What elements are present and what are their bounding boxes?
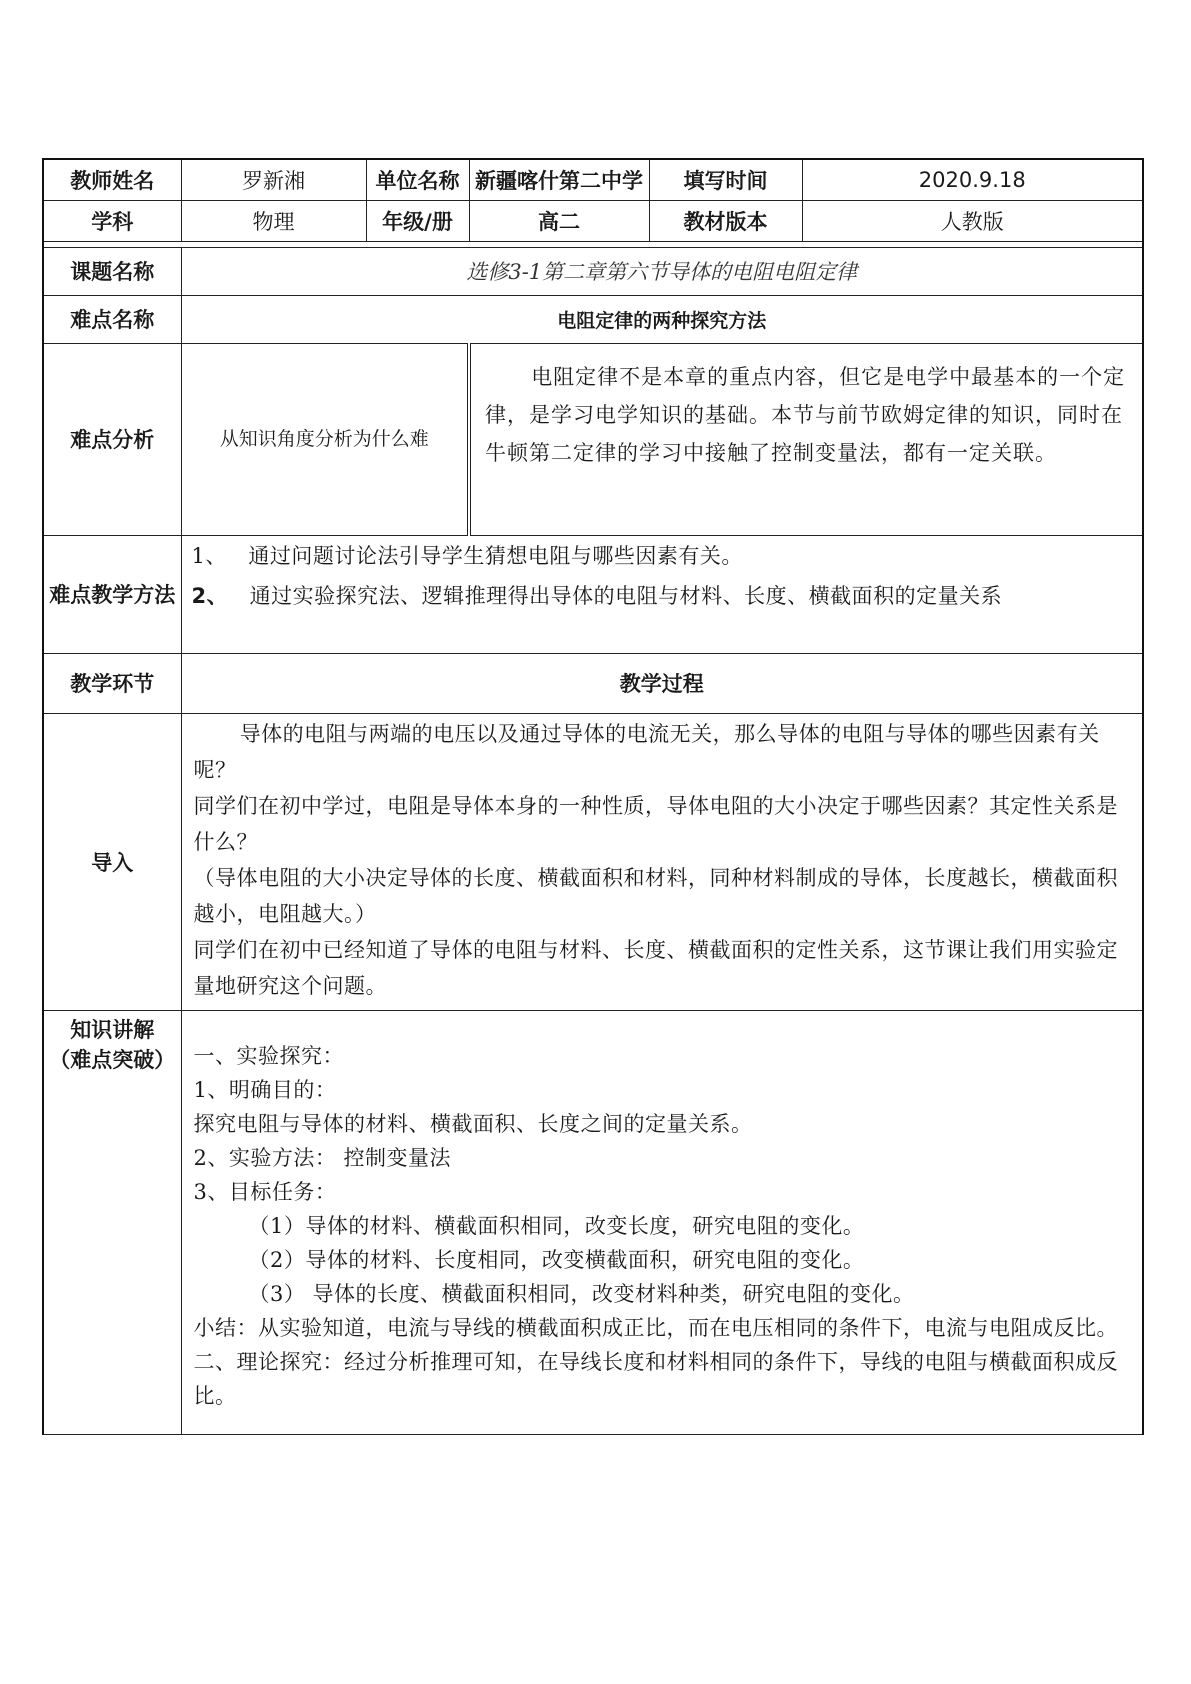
knowledge-line-9: 小结：从实验知道，电流与导线的横截面积成正比，而在电压相同的条件下，电流与电阻成反比。 — [193, 1315, 1118, 1340]
knowledge-line-6: （1）导体的材料、横截面积相同，改变长度，研究电阻的变化。 — [248, 1213, 865, 1238]
method-item-1-num: 1、 — [191, 543, 227, 568]
fill-date-value: 2020.9.18 — [802, 159, 1143, 200]
intro-paragraph-3: （导体电阻的大小决定导体的长度、横截面积和材料，同种材料制成的导体，长度越长，横截面积越小，电阻越大。） — [193, 865, 1118, 926]
header-row-2 — [43, 200, 1143, 241]
knowledge-line-1: 一、实验探究： — [193, 1043, 344, 1068]
intro-paragraph-1: 导体的电阻与两端的电压以及通过导体的电流无关，那么导体的电阻与导体的哪些因素有关呢？ — [193, 721, 1100, 782]
knowledge-label — [43, 1010, 181, 1434]
difficulty-value: 电阻定律的两种探究方法 — [181, 295, 1143, 343]
methods-content — [181, 535, 1143, 653]
knowledge-line-3: 探究电阻与导体的材料、横截面积、长度之间的定量关系。 — [193, 1111, 753, 1136]
difficulty-label: 难点名称 — [43, 295, 181, 343]
subject-value: 物理 — [181, 200, 366, 241]
analysis-sub-label-text: 从知识角度分析为什么难 — [219, 428, 429, 450]
difficulty-row — [43, 295, 1143, 343]
topic-value: 选修3-1第二章第六节导体的电阻电阻定律 — [181, 247, 1143, 295]
analysis-sub-label — [181, 343, 469, 535]
grade-label: 年级/册 — [366, 200, 469, 241]
topic-label: 课题名称 — [43, 247, 181, 295]
intro-content — [181, 713, 1143, 1010]
knowledge-label-line-2: （难点突破） — [49, 1047, 176, 1072]
method-item-1 — [192, 536, 1133, 576]
teacher-name-label: 教师姓名 — [43, 159, 181, 200]
knowledge-row — [43, 1010, 1143, 1434]
edition-label: 教材版本 — [649, 200, 802, 241]
knowledge-line-2: 1、明确目的： — [193, 1077, 337, 1102]
knowledge-label-line-1: 知识讲解 — [70, 1017, 155, 1042]
method-item-2 — [192, 576, 1133, 616]
knowledge-line-7: （2）导体的材料、长度相同，改变横截面积，研究电阻的变化。 — [248, 1247, 865, 1272]
method-item-1-text: 通过问题讨论法引导学生猜想电阻与哪些因素有关。 — [248, 543, 743, 568]
knowledge-line-10: 二、理论探究：经过分析推理可知，在导线长度和材料相同的条件下，导线的电阻与横截面积成反比。 — [193, 1349, 1118, 1408]
intro-label: 导入 — [43, 713, 181, 1010]
header-row-1 — [43, 159, 1143, 200]
intro-paragraph-4: 同学们在初中已经知道了导体的电阻与材料、长度、横截面积的定性关系，这节课让我们用实验定量地研究这个问题。 — [193, 937, 1118, 998]
topic-row — [43, 247, 1143, 295]
analysis-paragraph: 电阻定律不是本章的重点内容，但它是电学中最基本的一个定律，是学习电学知识的基础。本节与前节欧姆定律的知识，同时在牛顿第二定律的学习中接触了控制变量法，都有一定关联。 — [485, 364, 1126, 465]
methods-label: 难点教学方法 — [43, 535, 181, 653]
knowledge-line-5: 3、目标任务： — [193, 1179, 337, 1204]
unit-name-value: 新疆喀什第二中学 — [469, 159, 649, 200]
teacher-name-value: 罗新湘 — [181, 159, 366, 200]
method-item-2-text: 通过实验探究法、逻辑推理得出导体的电阻与材料、长度、横截面积的定量关系 — [249, 583, 1003, 608]
grade-value: 高二 — [469, 200, 649, 241]
fill-date-label: 填写时间 — [649, 159, 802, 200]
analysis-text — [469, 343, 1143, 535]
method-item-2-num: 2、 — [191, 583, 229, 608]
lesson-plan-table — [42, 158, 1144, 1435]
analysis-row — [43, 343, 1143, 535]
process-header-row — [43, 653, 1143, 713]
intro-row — [43, 713, 1143, 1010]
process-section-label: 教学环节 — [43, 653, 181, 713]
intro-paragraph-2: 同学们在初中学过，电阻是导体本身的一种性质，导体电阻的大小决定于哪些因素？其定性关系是什么？ — [193, 793, 1118, 854]
methods-row — [43, 535, 1143, 653]
subject-label: 学科 — [43, 200, 181, 241]
edition-value: 人教版 — [802, 200, 1143, 241]
process-section-value: 教学过程 — [181, 653, 1143, 713]
knowledge-content — [181, 1010, 1143, 1434]
knowledge-line-4: 2、实验方法： 控制变量法 — [193, 1145, 452, 1170]
unit-name-label: 单位名称 — [366, 159, 469, 200]
analysis-label: 难点分析 — [43, 343, 181, 535]
knowledge-line-8: （3） 导体的长度、横截面积相同，改变材料种类，研究电阻的变化。 — [248, 1281, 915, 1306]
